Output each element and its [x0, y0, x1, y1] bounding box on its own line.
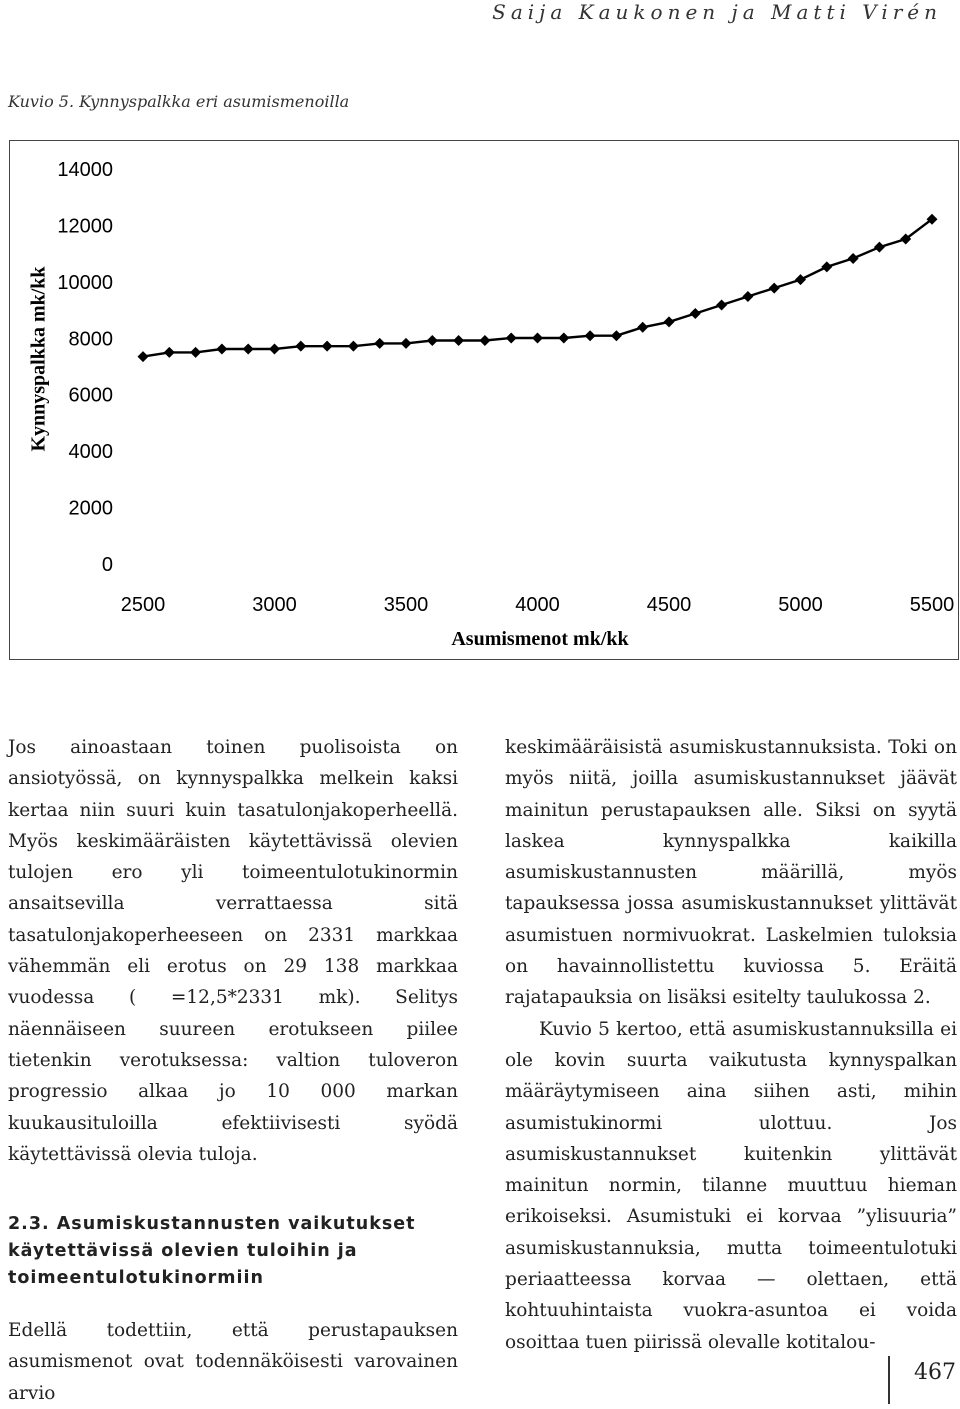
- page-number-rule: [888, 1356, 890, 1404]
- data-point-marker: [453, 335, 464, 346]
- right-column: [505, 732, 957, 1358]
- body-paragraph: Edellä todettiin, että perustapauksen asumismenot ovat todennäköisesti varovainen arvio: [8, 1320, 458, 1404]
- y-tick-label: 2000: [68, 497, 113, 520]
- y-tick-label: 10000: [57, 271, 113, 294]
- data-point-marker: [848, 253, 859, 264]
- chart-frame: [9, 140, 959, 660]
- data-point-marker: [295, 341, 306, 352]
- y-tick-label: 6000: [68, 384, 113, 407]
- data-point-marker: [138, 351, 149, 362]
- data-point-marker: [348, 341, 359, 352]
- data-point-marker: [532, 333, 543, 344]
- data-point-marker: [216, 344, 227, 355]
- data-point-marker: [611, 330, 622, 341]
- data-point-marker: [269, 344, 280, 355]
- y-tick-label: 14000: [57, 159, 113, 181]
- y-axis-label: Kynnyspalkka mk/kk: [27, 266, 50, 452]
- page-number: 467: [914, 1360, 956, 1385]
- x-tick-label: 3000: [252, 594, 297, 616]
- data-point-marker: [190, 347, 201, 358]
- y-tick-label: 8000: [68, 328, 113, 351]
- data-point-marker: [637, 322, 648, 333]
- y-tick-label: 0: [101, 554, 113, 576]
- x-axis-label: Asumismenot mk/kk: [451, 628, 629, 650]
- y-tick-label: 4000: [68, 441, 113, 464]
- data-point-marker: [664, 316, 675, 327]
- data-point-marker: [427, 335, 438, 346]
- left-column: [8, 732, 458, 1409]
- x-tick-label: 2500: [120, 594, 166, 616]
- x-tick-label: 4500: [646, 594, 692, 616]
- data-point-marker: [874, 242, 885, 253]
- data-point-marker: [716, 299, 727, 310]
- data-point-marker: [243, 344, 254, 355]
- x-tick-label: 5500: [909, 594, 955, 616]
- data-point-marker: [401, 338, 412, 349]
- threshold-wage-chart: [10, 141, 960, 661]
- data-point-marker: [506, 333, 517, 344]
- data-point-marker: [374, 338, 385, 349]
- data-point-marker: [322, 341, 333, 352]
- data-point-marker: [479, 335, 490, 346]
- section-heading: 2.3. Asumiskustannusten vaikutukset käytettävissä olevien tuloihin ja toimeentulotukinormiin: [8, 1214, 416, 1289]
- data-point-marker: [821, 261, 832, 272]
- running-head: Saija Kaukonen ja Matti Virén: [492, 0, 942, 24]
- data-point-marker: [742, 291, 753, 302]
- data-point-marker: [795, 274, 806, 285]
- data-point-marker: [585, 330, 596, 341]
- body-paragraph: Kuvio 5 kertoo, että asumiskustannuksilla ei ole kovin suurta vaikutusta kynnyspalkan määräytymiseen aina siihen asti, mihin asumistukinormi ulottuu. Jos asumiskustannukset kuitenkin ylittävät mainitun normin, tilanne muuttuu hieman erikoiseksi. Asumistuki ei korvaa ”ylisuuria” asumiskustannuksia, mutta toimeentulotuki periaatteessa korvaa — olettaen, että kohtuuhintaista vuokra-asuntoa ei voida osoittaa tuen piirissä olevalle kotitalou-: [505, 1018, 957, 1353]
- x-tick-label: 4000: [515, 594, 560, 616]
- data-point-marker: [164, 347, 175, 358]
- body-paragraph: keskimääräisistä asumiskustannuksista. Toki on myös niitä, joilla asumiskustannukset jäävät mainitun perustapauksen alle. Siksi on syytä laskea kynnyspalkka kaikilla asumiskustannusten määrillä, myös tapauksessa jossa asumiskustannukset ylittävät asumistuen normivuokrat. Laskelmien tuloksia on havainnollistettu kuviossa 5. Eräitä rajatapauksia on lisäksi esitelty taulukossa 2.: [505, 737, 957, 1009]
- data-point-marker: [558, 333, 569, 344]
- figure-caption: Kuvio 5. Kynnyspalkka eri asumismenoilla: [8, 92, 350, 111]
- data-point-marker: [769, 283, 780, 294]
- body-paragraph: Jos ainoastaan toinen puolisoista on ansiotyössä, on kynnyspalkka melkein kaksi kertaa niin suuri kuin tasatulonjakoperheellä. Myös keskimääräisten käytettävissä olevien tulojen ero yli toimeentulotukinormin ansaitsevilla verrattaessa sitä tasatulonjakoperheeseen on 2331 markkaa vähemmän eli erotus on 29 138 markkaa vuodessa ( =12,5*2331 mk). Selitys näennäiseen suureen erotukseen piilee tietenkin verotuksessa: valtion tuloveron progressio alkaa jo 10 000 markan kuukausituloilla efektiivisesti syödä käytettävissä olevia tuloja.: [8, 737, 458, 1165]
- data-point-marker: [690, 308, 701, 319]
- x-tick-label: 3500: [383, 594, 429, 616]
- y-tick-label: 12000: [57, 215, 113, 238]
- x-tick-label: 5000: [778, 594, 823, 616]
